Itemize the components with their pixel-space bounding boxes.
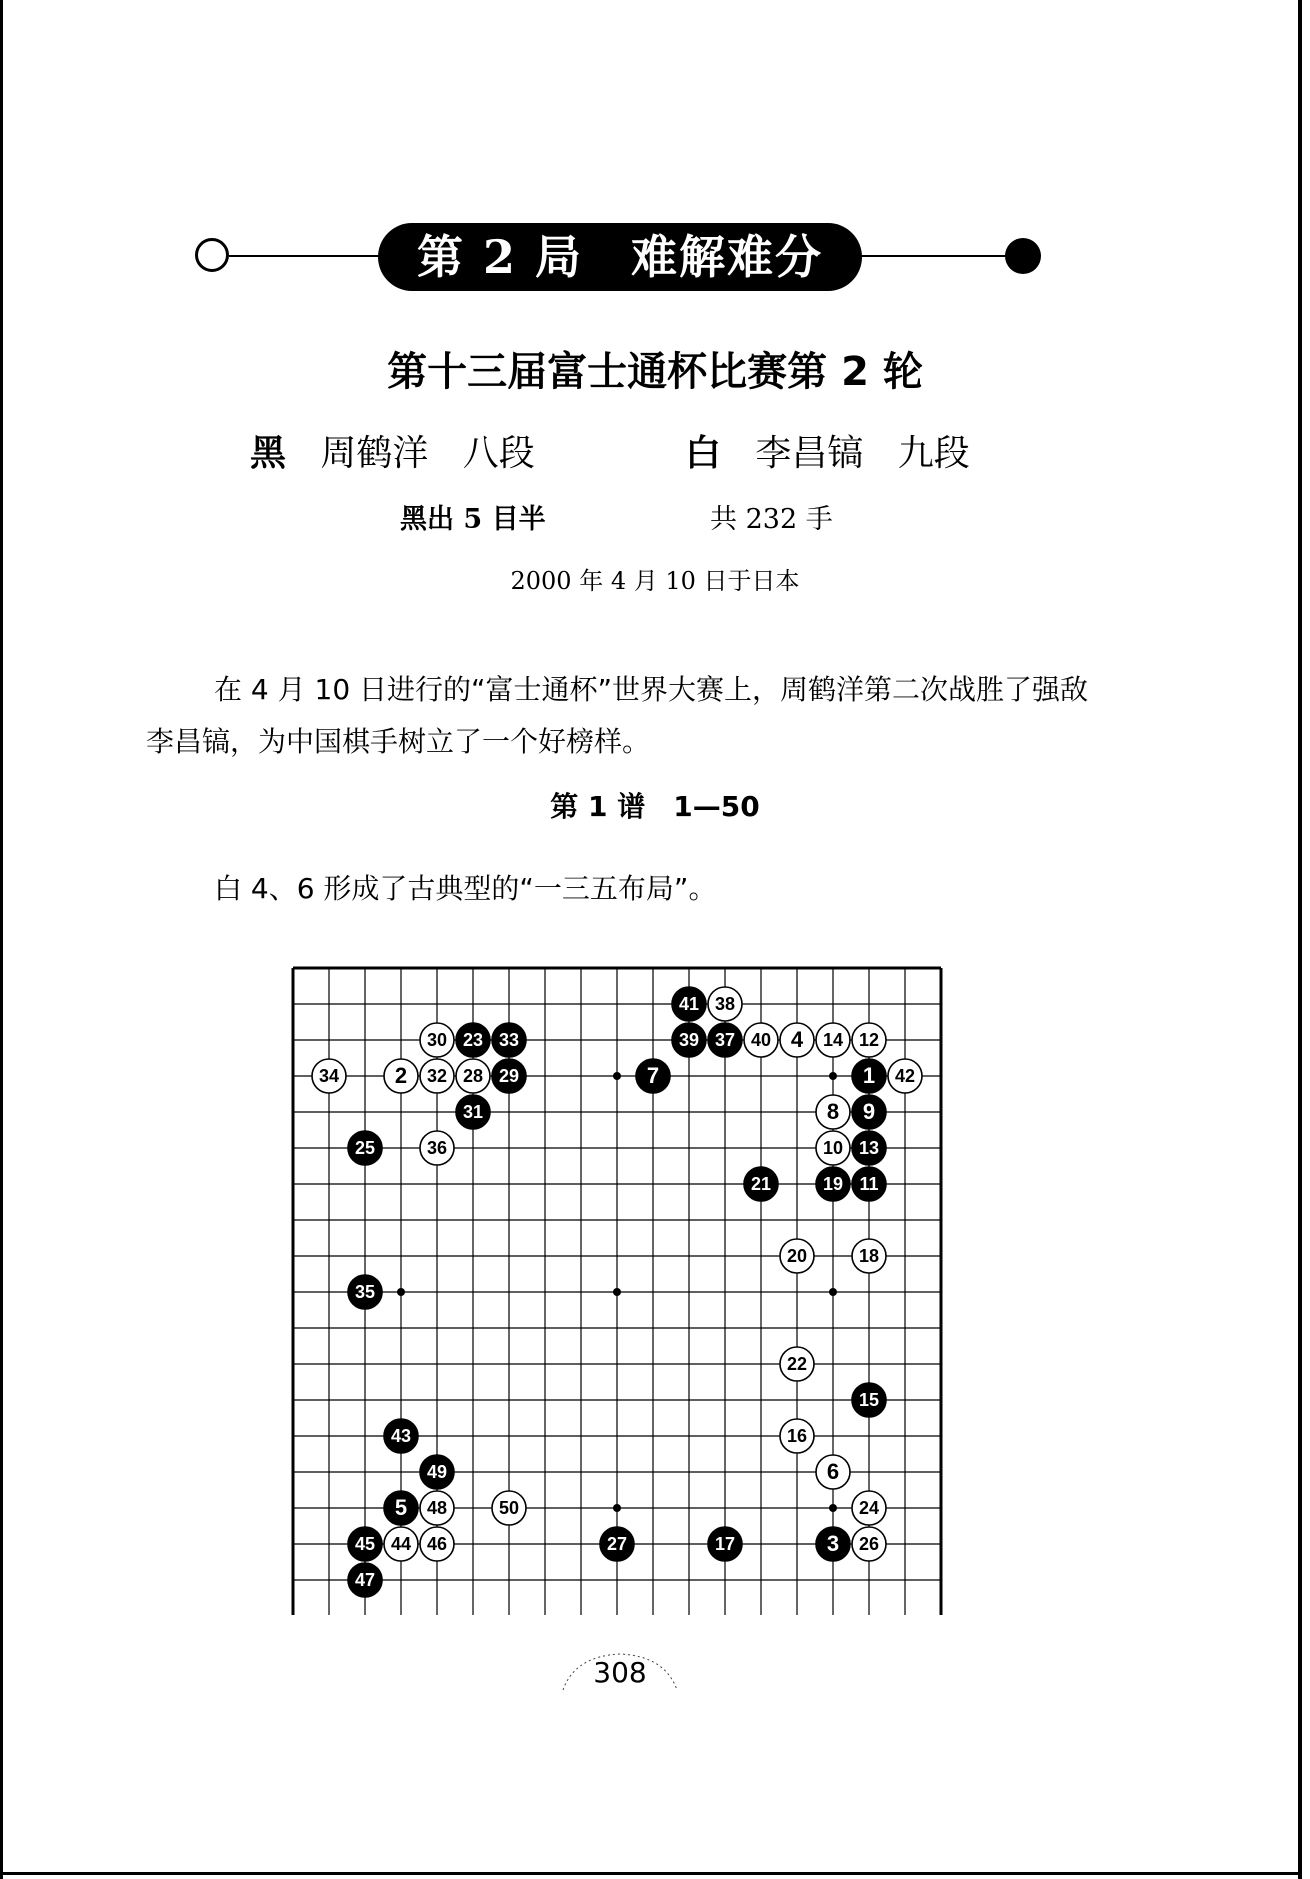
- stone-move-number: 2: [394, 1062, 408, 1088]
- white-stone-28: [456, 1059, 490, 1093]
- stone-move-number: 10: [822, 1137, 844, 1158]
- white-stone-50: [492, 1491, 526, 1525]
- stone-move-number: 1: [862, 1062, 876, 1088]
- white-stone-42: [888, 1059, 922, 1093]
- white-stone-38: [708, 987, 742, 1021]
- black-stone-31: [456, 1095, 490, 1129]
- white-stone-32: [420, 1059, 454, 1093]
- stone-move-number: 13: [858, 1137, 880, 1158]
- page-frame-bottom: [0, 1872, 1302, 1875]
- stone-move-number: 7: [646, 1062, 660, 1088]
- white-player-line: [685, 430, 970, 478]
- black-stone-23: [456, 1023, 490, 1057]
- black-stone-19: [816, 1167, 850, 1201]
- stone-move-number: 30: [426, 1029, 448, 1050]
- white-stone-46: [420, 1527, 454, 1561]
- stone-move-number: 20: [786, 1245, 808, 1266]
- black-stone-1: [852, 1059, 886, 1093]
- intro-paragraph: 在 4 月 10 日进行的“富士通杯”世界大赛上，周鹤洋第二次战胜了强敌李昌镐，为中国棋手树立了一个好榜样。: [146, 673, 1089, 758]
- stone-move-number: 28: [462, 1065, 484, 1086]
- game-result: 黑出 5 目半: [400, 504, 546, 535]
- stone-move-number: 40: [750, 1029, 772, 1050]
- stone-move-number: 25: [354, 1137, 376, 1158]
- banner-filled-circle-icon: [1005, 238, 1041, 274]
- stone-move-number: 18: [858, 1245, 880, 1266]
- black-stone-49: [420, 1455, 454, 1489]
- white-stone-8: [816, 1095, 850, 1129]
- star-point: [613, 1504, 621, 1512]
- stone-move-number: 48: [426, 1497, 448, 1518]
- banner-open-circle-icon: [195, 238, 229, 272]
- black-stone-35: [348, 1275, 382, 1309]
- white-stone-30: [420, 1023, 454, 1057]
- game-banner: [0, 0, 1310, 330]
- black-stone-37: [708, 1023, 742, 1057]
- stone-move-number: 39: [678, 1029, 700, 1050]
- white-stone-36: [420, 1131, 454, 1165]
- stone-move-number: 21: [750, 1173, 772, 1194]
- white-side-label: 白: [685, 433, 722, 474]
- white-stone-4: [780, 1023, 814, 1057]
- diagram-heading: 第 1 谱 1—50: [550, 790, 760, 823]
- white-player-name: 李昌镐: [755, 433, 864, 474]
- stone-move-number: 26: [858, 1533, 880, 1554]
- black-player-name: 周鹤洋: [320, 433, 429, 474]
- stone-move-number: 27: [606, 1533, 628, 1554]
- black-stone-47: [348, 1563, 382, 1597]
- stone-move-number: 42: [894, 1065, 916, 1086]
- banner-rule-left: [229, 255, 384, 257]
- white-stone-16: [780, 1419, 814, 1453]
- stone-move-number: 32: [426, 1065, 448, 1086]
- star-point: [829, 1288, 837, 1296]
- white-stone-48: [420, 1491, 454, 1525]
- black-stone-45: [348, 1527, 382, 1561]
- stone-move-number: 6: [826, 1458, 840, 1484]
- stone-move-number: 37: [714, 1029, 736, 1050]
- stone-move-number: 12: [858, 1029, 880, 1050]
- white-stone-26: [852, 1527, 886, 1561]
- star-point: [613, 1288, 621, 1296]
- stone-move-number: 41: [678, 993, 700, 1014]
- stone-move-number: 15: [858, 1389, 880, 1410]
- stone-move-number: 24: [858, 1497, 880, 1518]
- stone-move-number: 17: [714, 1533, 736, 1554]
- game-date: 2000 年 4 月 10 日于日本: [510, 567, 800, 595]
- stone-move-number: 31: [462, 1101, 484, 1122]
- black-stone-41: [672, 987, 706, 1021]
- stone-move-number: 47: [354, 1569, 376, 1590]
- black-stone-7: [636, 1059, 670, 1093]
- white-stone-12: [852, 1023, 886, 1057]
- black-side-label: 黑: [250, 433, 287, 474]
- star-point: [829, 1072, 837, 1080]
- black-player-line: [250, 430, 535, 478]
- white-player-rank: 九段: [897, 433, 970, 474]
- white-stone-34: [312, 1059, 346, 1093]
- black-stone-15: [852, 1383, 886, 1417]
- stone-move-number: 46: [426, 1533, 448, 1554]
- page-number: 308: [593, 1656, 647, 1689]
- stone-move-number: 8: [826, 1098, 840, 1124]
- black-stone-5: [384, 1491, 418, 1525]
- stone-move-number: 3: [826, 1530, 840, 1556]
- stone-move-number: 38: [714, 993, 736, 1014]
- white-stone-20: [780, 1239, 814, 1273]
- stone-move-number: 4: [790, 1026, 804, 1052]
- black-stone-25: [348, 1131, 382, 1165]
- black-stone-13: [852, 1131, 886, 1165]
- star-point: [397, 1288, 405, 1296]
- white-stone-24: [852, 1491, 886, 1525]
- black-stone-17: [708, 1527, 742, 1561]
- stone-move-number: 11: [859, 1173, 879, 1194]
- stone-move-number: 34: [318, 1065, 340, 1086]
- black-stone-33: [492, 1023, 526, 1057]
- white-stone-6: [816, 1455, 850, 1489]
- white-stone-10: [816, 1131, 850, 1165]
- go-board-diagram: [290, 965, 950, 1615]
- stone-move-number: 45: [354, 1533, 376, 1554]
- black-stone-9: [852, 1095, 886, 1129]
- stone-move-number: 22: [786, 1353, 808, 1374]
- stone-move-number: 9: [862, 1098, 876, 1124]
- total-moves: 共 232 手: [710, 504, 833, 535]
- stone-move-number: 29: [498, 1065, 520, 1086]
- stone-move-number: 5: [394, 1494, 408, 1520]
- stone-move-number: 35: [354, 1281, 376, 1302]
- stone-move-number: 19: [822, 1173, 844, 1194]
- star-point: [613, 1072, 621, 1080]
- stone-move-number: 16: [786, 1425, 808, 1446]
- black-stone-3: [816, 1527, 850, 1561]
- stone-move-number: 33: [498, 1029, 520, 1050]
- black-stone-29: [492, 1059, 526, 1093]
- black-player-rank: 八段: [462, 433, 535, 474]
- commentary-paragraph: 白 4、6 形成了古典型的“一三五布局”。: [214, 872, 717, 905]
- black-stone-39: [672, 1023, 706, 1057]
- stone-move-number: 50: [498, 1497, 520, 1518]
- white-stone-44: [384, 1527, 418, 1561]
- stone-move-number: 14: [822, 1029, 844, 1050]
- match-title: 第十三届富士通杯比赛第 2 轮: [387, 349, 923, 395]
- star-point: [829, 1504, 837, 1512]
- banner-rule-right: [856, 255, 1008, 257]
- white-stone-40: [744, 1023, 778, 1057]
- stone-move-number: 43: [390, 1425, 412, 1446]
- white-stone-22: [780, 1347, 814, 1381]
- stone-move-number: 36: [426, 1137, 448, 1158]
- white-stone-2: [384, 1059, 418, 1093]
- black-stone-11: [852, 1167, 886, 1201]
- black-stone-43: [384, 1419, 418, 1453]
- stone-move-number: 44: [390, 1533, 412, 1554]
- stone-move-number: 49: [426, 1461, 448, 1482]
- game-title: 第 2 局 难解难分: [416, 230, 824, 284]
- white-stone-14: [816, 1023, 850, 1057]
- black-stone-21: [744, 1167, 778, 1201]
- white-stone-18: [852, 1239, 886, 1273]
- black-stone-27: [600, 1527, 634, 1561]
- stone-move-number: 23: [462, 1029, 484, 1050]
